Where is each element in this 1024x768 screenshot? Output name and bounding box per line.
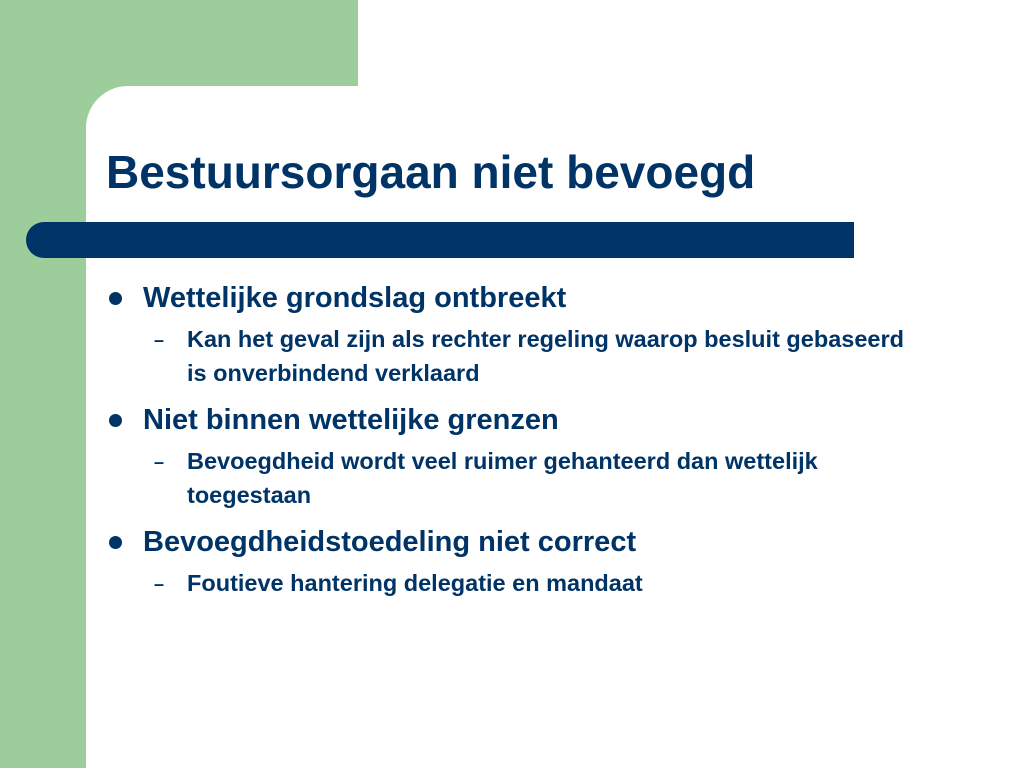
bullet-dot-icon	[109, 414, 122, 427]
dash-marker: –	[154, 452, 165, 472]
bullet-dot-icon	[109, 292, 122, 305]
bullet-item	[106, 280, 926, 390]
sub-bullet-text: Kan het geval zijn als rechter regeling waarop besluit gebaseerd is onverbindend verklaard	[187, 326, 904, 386]
bullet-list	[106, 280, 926, 612]
sub-bullet-list	[106, 444, 926, 512]
bullet-item	[106, 402, 926, 512]
bullet-text: Bevoegdheidstoedeling niet correct	[143, 526, 637, 558]
bullet-dot-icon	[109, 536, 122, 549]
bullet-item	[106, 524, 926, 600]
bullet-row	[106, 280, 926, 316]
sub-bullet-item	[106, 444, 926, 512]
dash-marker: –	[154, 330, 165, 350]
sub-bullet-text: Bevoegdheid wordt veel ruimer gehanteerd dan wettelijk toegestaan	[187, 448, 818, 508]
title-underline-bar	[26, 222, 854, 258]
sub-bullet-item	[106, 566, 926, 600]
sub-bullet-item	[106, 322, 926, 390]
sub-bullet-list	[106, 322, 926, 390]
sub-bullet-list	[106, 566, 926, 600]
bullet-text: Wettelijke grondslag ontbreekt	[143, 282, 567, 314]
slide-title: Bestuursorgaan niet bevoegd	[106, 146, 756, 198]
bullet-row	[106, 402, 926, 438]
bullet-row	[106, 524, 926, 560]
bullet-text: Niet binnen wettelijke grenzen	[143, 404, 559, 436]
dash-marker: –	[154, 574, 165, 594]
sub-bullet-text: Foutieve hantering delegatie en mandaat	[187, 570, 643, 596]
